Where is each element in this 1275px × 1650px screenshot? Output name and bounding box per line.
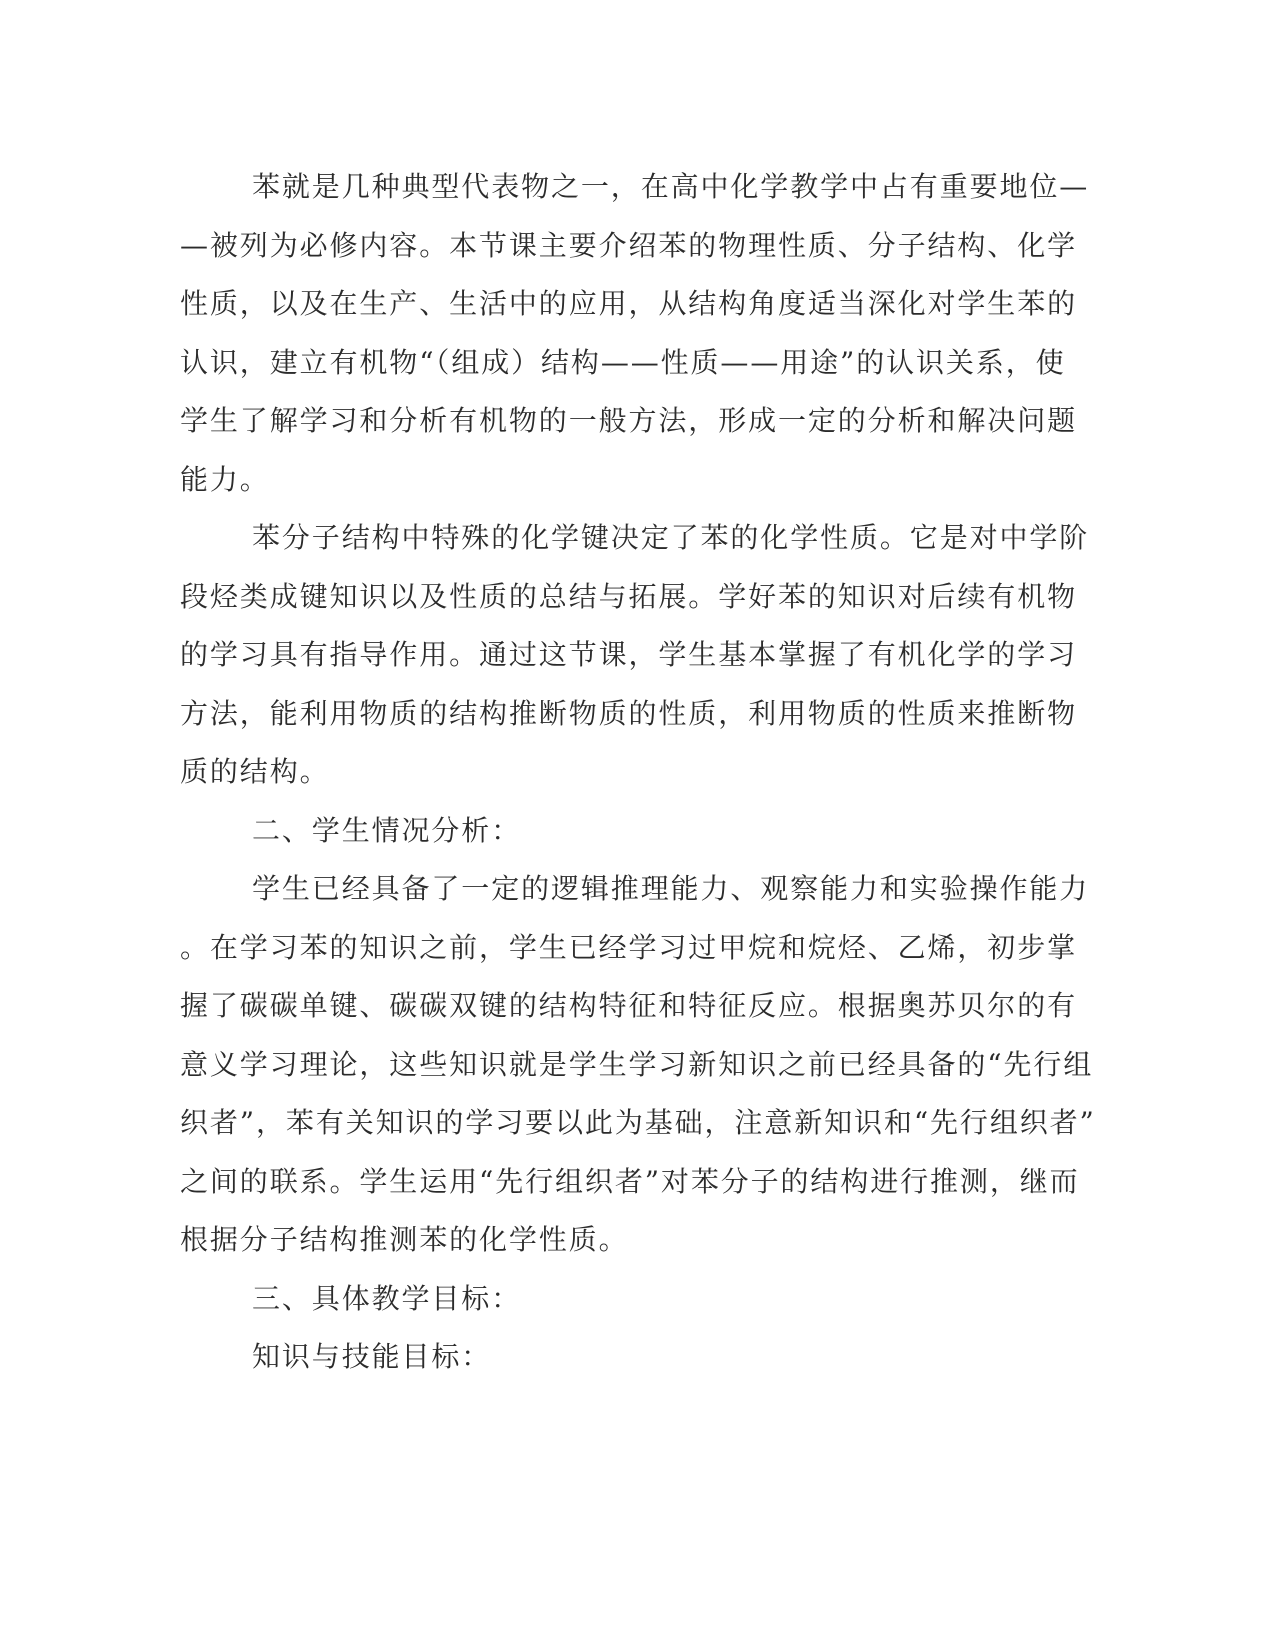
text-line: 段烃类成键知识以及性质的总结与拓展。学好苯的知识对后续有机物 bbox=[180, 579, 1078, 613]
document-body bbox=[180, 158, 1096, 1387]
text-line: 方法，能利用物质的结构推断物质的性质，利用物质的性质来推断物 bbox=[180, 696, 1078, 730]
text-line: 能力。 bbox=[180, 462, 270, 496]
text-line: 苯分子结构中特殊的化学键决定了苯的化学性质。它是对中学阶 bbox=[252, 521, 1090, 554]
section-heading-student-analysis bbox=[180, 802, 1035, 861]
text-line: —被列为必修内容。本节课主要介绍苯的物理性质、分子结构、化学 bbox=[180, 228, 1078, 262]
text-line: 。在学习苯的知识之前，学生已经学习过甲烷和烷烃、乙烯，初步掌 bbox=[180, 930, 1078, 964]
text-line: 性质，以及在生产、生活中的应用，从结构角度适当深化对学生苯的 bbox=[180, 287, 1078, 320]
text-line: 织者”，苯有关知识的学习要以此为基础，注意新知识和“先行组织者” bbox=[180, 1106, 1096, 1139]
subheading-knowledge-skills bbox=[180, 1328, 1035, 1387]
paragraph-intro bbox=[180, 158, 1090, 509]
paragraph-structure bbox=[180, 509, 1090, 802]
text-line: 学生了解学习和分析有机物的一般方法，形成一定的分析和解决问题 bbox=[180, 404, 1078, 437]
text-line: 握了碳碳单键、碳碳双键的结构特征和特征反应。根据奥苏贝尔的有 bbox=[180, 989, 1078, 1022]
section-heading: 二、学生情况分析： bbox=[252, 813, 522, 847]
paragraph-student-analysis bbox=[180, 860, 1096, 1270]
text-line: 学生已经具备了一定的逻辑推理能力、观察能力和实验操作能力 bbox=[252, 872, 1090, 905]
text-line: 根据分子结构推测苯的化学性质。 bbox=[180, 1223, 629, 1256]
text-line: 苯就是几种典型代表物之一，在高中化学教学中占有重要地位— bbox=[252, 170, 1090, 203]
text-line: 意义学习理论，这些知识就是学生学习新知识之前已经具备的“先行组 bbox=[180, 1047, 1094, 1081]
text-line: 之间的联系。学生运用“先行组织者”对苯分子的结构进行推测，继而 bbox=[180, 1164, 1080, 1198]
section-heading: 三、具体教学目标： bbox=[252, 1281, 522, 1315]
section-heading-teaching-goals bbox=[180, 1270, 1035, 1329]
text-line: 质的结构。 bbox=[180, 755, 330, 788]
text-line: 认识，建立有机物“（组成）结构——性质——用途”的认识关系，使 bbox=[180, 345, 1066, 379]
text-line: 的学习具有指导作用。通过这节课，学生基本掌握了有机化学的学习 bbox=[180, 638, 1078, 671]
subheading: 知识与技能目标： bbox=[252, 1340, 492, 1373]
